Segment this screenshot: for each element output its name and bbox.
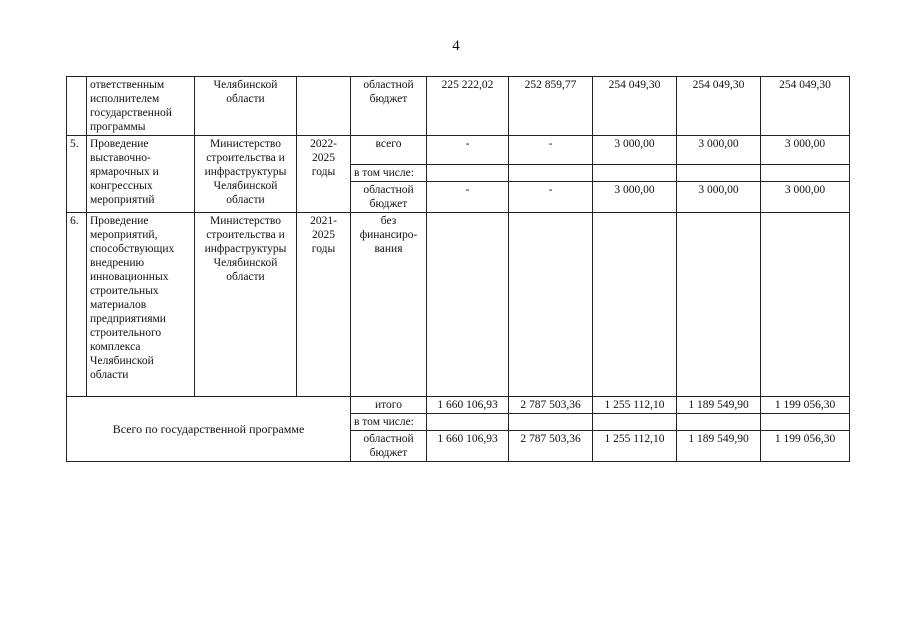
cell-executor: Министерство строительства и инфраструктуры Челябинской области: [195, 213, 297, 397]
cell-empty: [593, 414, 677, 431]
cell-value: -: [509, 136, 593, 165]
cell-empty: [427, 165, 509, 182]
cell-value: 225 222,02: [427, 77, 509, 136]
cell-value: 1 255 112,10: [593, 397, 677, 414]
cell-empty: [593, 165, 677, 182]
cell-empty: [677, 414, 761, 431]
cell-no: 6.: [67, 213, 87, 397]
table-row-5-total: [67, 136, 850, 165]
cell-value: -: [509, 182, 593, 213]
cell-value: 1 660 106,93: [427, 431, 509, 462]
cell-no: 5.: [67, 136, 87, 213]
cell-value: 252 859,77: [509, 77, 593, 136]
cell-value: -: [427, 182, 509, 213]
cell-value: 1 189 549,90: [677, 397, 761, 414]
cell-value: 1 199 056,30: [761, 397, 850, 414]
cell-source-budget: областной бюджет: [351, 431, 427, 462]
cell-empty: [427, 414, 509, 431]
cell-empty: [761, 414, 850, 431]
cell-source-budget: областной бюджет: [351, 182, 427, 213]
cell-source-incl: в том числе:: [351, 165, 427, 182]
cell-empty: [509, 414, 593, 431]
cell-years: 2021-2025 годы: [297, 213, 351, 397]
table-row-6: [67, 213, 850, 397]
cell-empty: [677, 213, 761, 397]
cell-value: 3 000,00: [677, 182, 761, 213]
cell-value: 1 189 549,90: [677, 431, 761, 462]
cell-empty: [509, 213, 593, 397]
cell-value: 3 000,00: [761, 182, 850, 213]
cell-years: [297, 77, 351, 136]
cell-name: Проведение мероприятий, способствующих внедрению инновационных строительных материалов предприятиями строительного комплекса Челябинской области: [87, 213, 195, 397]
table-row-grand-total: [67, 397, 850, 414]
program-table: [66, 76, 850, 462]
cell-value: 1 660 106,93: [427, 397, 509, 414]
cell-value: 3 000,00: [761, 136, 850, 165]
cell-source: областной бюджет: [351, 77, 427, 136]
cell-value: 3 000,00: [677, 136, 761, 165]
cell-value: 3 000,00: [593, 182, 677, 213]
cell-no: [67, 77, 87, 136]
cell-value: 254 049,30: [677, 77, 761, 136]
cell-executor: Министерство строительства и инфраструктуры Челябинской области: [195, 136, 297, 213]
cell-name: ответственным исполнителем государственной программы: [87, 77, 195, 136]
cell-empty: [677, 165, 761, 182]
cell-value: 2 787 503,36: [509, 431, 593, 462]
cell-source-incl: в том числе:: [351, 414, 427, 431]
cell-value: 3 000,00: [593, 136, 677, 165]
cell-empty: [593, 213, 677, 397]
page-number: 4: [452, 38, 460, 54]
grand-total-label: Всего по государственной программе: [67, 397, 351, 462]
cell-empty: [761, 165, 850, 182]
cell-source-total: всего: [351, 136, 427, 165]
cell-empty: [761, 213, 850, 397]
cell-value: -: [427, 136, 509, 165]
cell-value: 254 049,30: [593, 77, 677, 136]
cell-name: Проведение выставочно-ярмарочных и конгрессных мероприятий: [87, 136, 195, 213]
cell-value: 1 255 112,10: [593, 431, 677, 462]
cell-source: без финансиро-вания: [351, 213, 427, 397]
table-row-continuation: [67, 77, 850, 136]
cell-empty: [509, 165, 593, 182]
cell-empty: [427, 213, 509, 397]
cell-value: 2 787 503,36: [509, 397, 593, 414]
cell-source-total: итого: [351, 397, 427, 414]
cell-years: 2022-2025 годы: [297, 136, 351, 213]
cell-executor: Челябинской области: [195, 77, 297, 136]
cell-value: 1 199 056,30: [761, 431, 850, 462]
cell-value: 254 049,30: [761, 77, 850, 136]
